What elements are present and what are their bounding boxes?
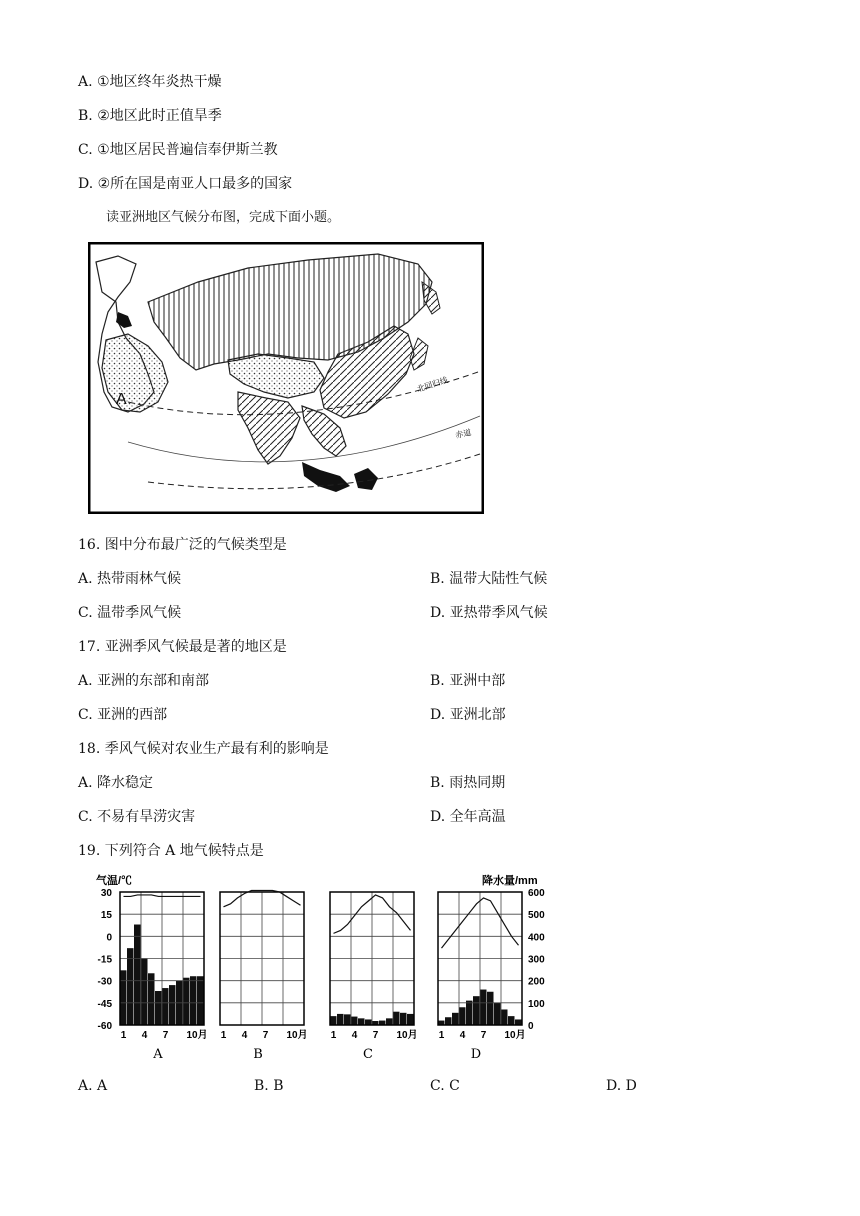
precip-bar [330, 1016, 337, 1025]
precip-bar [162, 988, 169, 1025]
q17-option-a: A. 亚洲的东部和南部 [78, 673, 210, 689]
precip-bar [344, 1014, 351, 1025]
reading-instruction: 读亚洲地区气候分布图，完成下面小题。 [106, 210, 341, 225]
map-label-tropic: 北回归线 [415, 375, 450, 394]
precip-tick-label: 300 [528, 954, 545, 966]
precip-bar [141, 959, 148, 1026]
precip-tick-label: 100 [528, 998, 545, 1010]
q15-option-b: B. ②地区此时正值旱季 [78, 108, 222, 124]
precip-bar [393, 1012, 400, 1025]
precip-bar [127, 948, 134, 1025]
precip-bar [459, 1007, 466, 1025]
precip-bar [473, 996, 480, 1025]
q17-option-c: C. 亚洲的西部 [78, 707, 168, 723]
month-tick-label: 10月 [286, 1030, 308, 1041]
q15-option-a: A. ①地区终年炎热干燥 [78, 74, 222, 90]
month-tick-label: 10月 [504, 1030, 526, 1041]
month-tick-label: 7 [480, 1030, 487, 1041]
month-tick-label: 1 [120, 1030, 127, 1041]
q16-option-a: A. 热带雨林气候 [78, 571, 182, 587]
precip-bar [386, 1018, 393, 1025]
chart-panel-name: C [363, 1047, 373, 1062]
q18-stem: 18. 季风气候对农业生产最有利的影响是 [78, 741, 329, 757]
chart-panel-name: D [470, 1047, 482, 1062]
q16-stem: 16. 图中分布最广泛的气候类型是 [78, 537, 287, 553]
precip-bar [407, 1014, 414, 1025]
temp-tick-label: 15 [100, 910, 112, 922]
climate-charts [90, 870, 560, 1065]
precip-bar [197, 976, 204, 1025]
precip-bar [445, 1017, 452, 1025]
q17-stem: 17. 亚洲季风气候最是著的地区是 [78, 639, 287, 655]
precip-bar [494, 1003, 501, 1025]
q16-option-b: B. 温带大陆性气候 [430, 571, 548, 587]
precip-bar [515, 1019, 522, 1025]
month-tick-label: 7 [372, 1030, 379, 1041]
q19-answer-b: B. B [254, 1078, 284, 1094]
q19-answer-a: A. A [78, 1078, 108, 1094]
precip-bar [337, 1014, 344, 1025]
month-tick-label: 1 [330, 1030, 337, 1041]
q16-option-c: C. 温带季风气候 [78, 605, 182, 621]
precip-bar [351, 1017, 358, 1025]
precip-tick-label: 400 [528, 932, 545, 944]
precip-bar [358, 1018, 365, 1025]
precip-tick-label: 500 [528, 910, 545, 922]
month-tick-label: 4 [141, 1030, 148, 1041]
temp-tick-label: -60 [97, 1021, 112, 1032]
chart-panel-name: B [253, 1047, 263, 1062]
q19-answer-c: C. C [430, 1078, 460, 1094]
q18-option-d: D. 全年高温 [430, 809, 506, 825]
temp-axis-label: 气温/℃ [96, 875, 133, 887]
q18-option-a: A. 降水稳定 [78, 775, 154, 791]
temp-tick-label: -45 [97, 998, 112, 1010]
month-tick-label: 10月 [396, 1030, 418, 1041]
precip-bar [400, 1013, 407, 1025]
precip-bar [190, 976, 197, 1025]
temp-tick-label: -15 [97, 954, 112, 966]
precip-bar [120, 970, 127, 1025]
month-tick-label: 4 [459, 1030, 466, 1041]
precip-bar [155, 991, 162, 1025]
q19-answer-d: D. D [606, 1078, 637, 1094]
asia-climate-map [88, 242, 484, 514]
q18-option-c: C. 不易有旱涝灾害 [78, 809, 196, 825]
map-label-equator: 赤道 [454, 427, 473, 440]
precip-bar [480, 990, 487, 1025]
chart-panel-name: A [153, 1047, 163, 1062]
q15-option-c: C. ①地区居民普遍信奉伊斯兰教 [78, 142, 278, 158]
temp-tick-label: -30 [97, 976, 112, 988]
q16-option-d: D. 亚热带季风气候 [430, 605, 548, 621]
precip-bar [466, 1001, 473, 1025]
month-tick-label: 7 [262, 1030, 269, 1041]
precip-bar [169, 985, 176, 1025]
precip-bar [365, 1019, 372, 1025]
month-tick-label: 4 [241, 1030, 248, 1041]
temp-tick-label: 0 [106, 932, 112, 944]
precip-bar [508, 1016, 515, 1025]
month-tick-label: 4 [351, 1030, 358, 1041]
month-tick-label: 10月 [186, 1030, 208, 1041]
q19-stem: 19. 下列符合 A 地气候特点是 [78, 843, 264, 859]
precip-bar [487, 992, 494, 1025]
month-tick-label: 7 [162, 1030, 169, 1041]
q18-option-b: B. 雨热同期 [430, 775, 506, 791]
precip-axis-label: 降水量/mm [482, 875, 538, 887]
q15-option-d: D. ②所在国是南亚人口最多的国家 [78, 176, 293, 192]
precip-bar [134, 925, 141, 1025]
map-label-a: A [116, 391, 127, 408]
q17-option-b: B. 亚洲中部 [430, 673, 506, 689]
month-tick-label: 1 [220, 1030, 227, 1041]
precip-tick-label: 600 [528, 888, 545, 899]
precip-bar [452, 1013, 459, 1025]
precip-tick-label: 0 [528, 1021, 534, 1032]
precip-tick-label: 200 [528, 976, 545, 988]
month-tick-label: 1 [438, 1030, 445, 1041]
precip-bar [501, 1009, 508, 1025]
precip-bar [183, 978, 190, 1025]
temp-tick-label: 30 [100, 888, 112, 899]
q17-option-d: D. 亚洲北部 [430, 707, 506, 723]
